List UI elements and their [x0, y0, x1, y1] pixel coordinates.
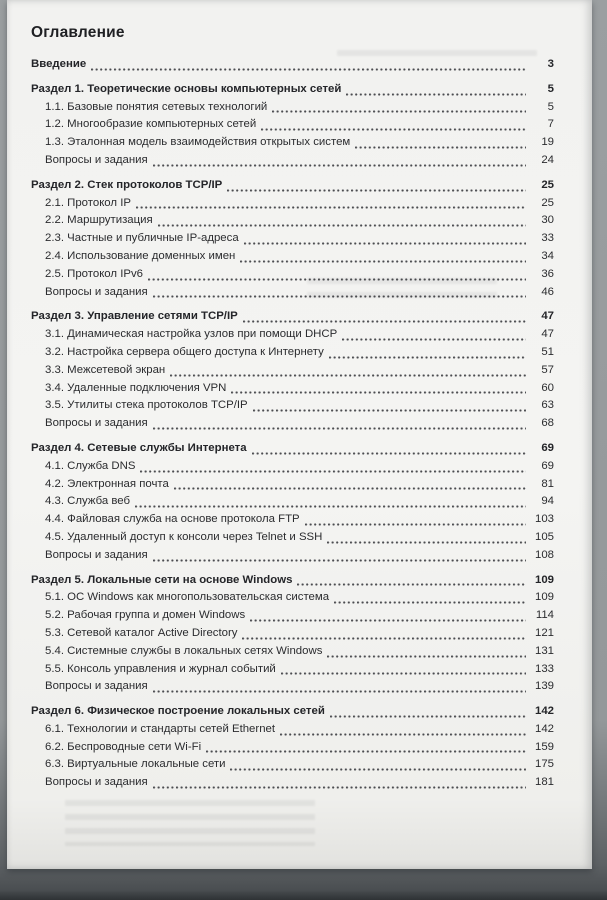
toc-entry — [31, 661, 554, 679]
toc — [31, 56, 554, 792]
toc-dot-leader — [153, 690, 526, 693]
toc-dot-leader — [170, 374, 526, 377]
toc-entry — [31, 380, 554, 398]
toc-entry-label: Введение — [31, 58, 87, 70]
toc-dot-leader — [231, 391, 526, 394]
toc-entry-page: 181 — [534, 776, 554, 789]
toc-entry-label: Вопросы и задания — [45, 548, 148, 561]
toc-entry — [31, 589, 554, 607]
toc-entry-page: 36 — [541, 267, 554, 280]
toc-entry — [31, 362, 554, 380]
toc-dot-leader — [280, 733, 526, 736]
toc-entry-label: 2.4. Использование доменных имен — [45, 249, 236, 262]
toc-entry-label: 2.3. Частные и публичные IP-адреса — [45, 232, 239, 245]
toc-entry-page: 94 — [541, 495, 554, 508]
toc-entry-label: 3.1. Динамическая настройка узлов при помощи DHCP — [45, 328, 338, 341]
toc-entry — [31, 248, 554, 266]
toc-group — [31, 572, 554, 697]
toc-entry-page: 108 — [534, 548, 554, 561]
toc-entry-label: Вопросы и задания — [45, 680, 148, 693]
toc-dot-leader — [153, 559, 526, 562]
toc-entry — [31, 756, 554, 774]
toc-entry-label: Вопросы и задания — [45, 285, 148, 298]
toc-dot-leader — [230, 768, 526, 771]
toc-entry-page: 57 — [541, 363, 554, 376]
toc-entry — [31, 81, 554, 99]
toc-dot-leader — [135, 505, 526, 508]
toc-entry — [31, 511, 554, 529]
toc-entry — [31, 643, 554, 661]
toc-entry — [31, 625, 554, 643]
toc-dot-leader — [153, 427, 526, 430]
toc-entry — [31, 493, 554, 511]
toc-entry-label: Раздел 4. Сетевые службы Интернета — [31, 441, 247, 454]
toc-entry-page: 159 — [534, 740, 554, 753]
toc-entry-label: 3.5. Утилиты стека протоколов TCP/IP — [45, 399, 248, 412]
toc-dot-leader — [281, 672, 526, 675]
toc-dot-leader — [140, 470, 526, 473]
toc-entry-label: 5.2. Рабочая группа и домен Windows — [45, 609, 246, 622]
toc-entry-page: 103 — [534, 513, 554, 526]
toc-entry — [31, 308, 554, 326]
toc-entry-label: Раздел 1. Теоретические основы компьютерных сетей — [31, 82, 342, 95]
toc-entry-page: 114 — [535, 609, 554, 622]
toc-entry-page: 109 — [534, 591, 554, 604]
toc-dot-leader — [153, 295, 526, 298]
toc-entry-page: 109 — [534, 573, 554, 586]
toc-entry-label: 4.3. Служба веб — [45, 495, 131, 508]
toc-entry-page: 46 — [541, 285, 554, 298]
toc-entry-label: 3.2. Настройка сервера общего доступа к Интернету — [45, 345, 324, 358]
toc-group — [31, 308, 554, 433]
toc-entry-page: 5 — [547, 82, 554, 95]
bleedthrough-text — [65, 800, 315, 846]
toc-entry-label: Раздел 5. Локальные сети на основе Windows — [31, 573, 293, 586]
toc-entry — [31, 529, 554, 547]
toc-entry-label: Вопросы и задания — [45, 776, 148, 789]
toc-dot-leader — [355, 146, 526, 149]
toc-entry-label: 2.2. Маршрутизация — [45, 214, 153, 227]
toc-dot-leader — [243, 320, 526, 323]
toc-entry-label: 3.3. Межсетевой экран — [45, 363, 166, 376]
toc-entry-label: 2.1. Протокол IP — [45, 196, 131, 209]
toc-entry-page: 60 — [541, 381, 554, 394]
toc-entry-label: 1.1. Базовые понятия сетевых технологий — [45, 100, 268, 113]
toc-entry — [31, 177, 554, 195]
toc-entry — [31, 739, 554, 757]
toc-entry-page: 105 — [534, 530, 554, 543]
toc-group — [31, 703, 554, 792]
toc-dot-leader — [153, 164, 526, 167]
toc-dot-leader — [261, 128, 526, 131]
toc-entry — [31, 703, 554, 721]
toc-entry-page: 142 — [534, 722, 554, 735]
toc-entry-label: 2.5. Протокол IPv6 — [45, 267, 143, 280]
toc-entry — [31, 547, 554, 565]
toc-entry-page: 47 — [541, 310, 554, 323]
toc-entry-page: 139 — [534, 680, 554, 693]
toc-entry — [31, 721, 554, 739]
toc-entry — [31, 152, 554, 170]
toc-entry-page: 19 — [541, 136, 554, 149]
toc-dot-leader — [240, 260, 526, 263]
scan-bottom-shadow — [0, 890, 607, 900]
toc-entry-label: 4.5. Удаленный доступ к консоли через Telnet и SSH — [45, 530, 323, 543]
toc-entry-label: 6.1. Технологии и стандарты сетей Ethernet — [45, 722, 276, 735]
toc-dot-leader — [330, 715, 526, 718]
toc-entry-page: 81 — [541, 477, 554, 490]
toc-entry-page: 3 — [547, 58, 554, 70]
toc-entry-label: 6.3. Виртуальные локальные сети — [45, 758, 226, 771]
toc-dot-leader — [297, 583, 526, 586]
toc-dot-leader — [327, 541, 526, 544]
toc-entry-page: 7 — [547, 118, 554, 131]
toc-dot-leader — [305, 523, 526, 526]
toc-entry-label: 1.3. Эталонная модель взаимодействия открытых систем — [45, 136, 351, 149]
toc-entry-page: 131 — [534, 644, 554, 657]
toc-entry-label: Вопросы и задания — [45, 417, 148, 430]
toc-group — [31, 440, 554, 565]
page-title: Оглавление — [31, 24, 125, 41]
toc-entry-page: 69 — [541, 441, 554, 454]
toc-dot-leader — [206, 750, 526, 753]
toc-entry — [31, 230, 554, 248]
toc-entry — [31, 344, 554, 362]
toc-entry-page: 24 — [541, 153, 554, 166]
toc-dot-leader — [148, 278, 526, 281]
toc-entry — [31, 607, 554, 625]
toc-entry — [31, 212, 554, 230]
toc-entry — [31, 572, 554, 590]
toc-entry — [31, 774, 554, 792]
toc-dot-leader — [91, 68, 526, 71]
toc-entry — [31, 266, 554, 284]
toc-dot-leader — [158, 224, 526, 227]
toc-entry — [31, 397, 554, 415]
toc-entry-label: 5.4. Системные службы в локальных сетях Windows — [45, 644, 323, 657]
toc-entry-page: 133 — [534, 662, 554, 675]
toc-dot-leader — [272, 110, 526, 113]
toc-entry-label: 4.1. Служба DNS — [45, 459, 136, 472]
toc-entry-page: 121 — [534, 626, 554, 639]
toc-entry-label: 4.2. Электронная почта — [45, 477, 169, 490]
toc-entry-label: 5.1. ОС Windows как многопользовательская система — [45, 591, 330, 604]
toc-dot-leader — [252, 452, 526, 455]
toc-entry-page: 5 — [547, 100, 554, 113]
toc-entry-label: 1.2. Многообразие компьютерных сетей — [45, 118, 257, 131]
toc-entry — [31, 326, 554, 344]
toc-entry-page: 25 — [541, 196, 554, 209]
toc-entry — [31, 415, 554, 433]
toc-entry — [31, 458, 554, 476]
toc-dot-leader — [250, 619, 526, 622]
scanned-book-page — [7, 0, 592, 869]
toc-group — [31, 81, 554, 170]
toc-dot-leader — [136, 206, 526, 209]
toc-dot-leader — [174, 487, 526, 490]
toc-entry — [31, 56, 554, 74]
toc-entry — [31, 678, 554, 696]
toc-entry-page: 63 — [541, 399, 554, 412]
toc-dot-leader — [342, 338, 526, 341]
toc-entry-page: 33 — [541, 232, 554, 245]
toc-entry — [31, 284, 554, 302]
toc-entry-label: 5.5. Консоль управления и журнал событий — [45, 662, 276, 675]
toc-dot-leader — [327, 655, 526, 658]
toc-entry-page: 47 — [541, 328, 554, 341]
toc-entry-page: 34 — [541, 249, 554, 262]
toc-entry — [31, 116, 554, 134]
toc-entry-page: 51 — [541, 345, 554, 358]
toc-entry-label: Раздел 3. Управление сетями TCP/IP — [31, 310, 238, 323]
toc-group — [31, 177, 554, 302]
toc-entry-label: Раздел 6. Физическое построение локальных сетей — [31, 705, 325, 718]
toc-entry-page: 175 — [534, 758, 554, 771]
toc-entry — [31, 99, 554, 117]
toc-entry-page: 68 — [541, 417, 554, 430]
toc-dot-leader — [242, 637, 526, 640]
toc-dot-leader — [227, 189, 526, 192]
toc-dot-leader — [244, 242, 526, 245]
toc-dot-leader — [253, 409, 526, 412]
toc-entry-label: Раздел 2. Стек протоколов TCP/IP — [31, 178, 223, 191]
toc-dot-leader — [334, 601, 526, 604]
toc-dot-leader — [329, 356, 526, 359]
toc-entry-page: 30 — [541, 214, 554, 227]
toc-entry-page: 69 — [541, 459, 554, 472]
toc-entry-label: 5.3. Сетевой каталог Active Directory — [45, 626, 238, 639]
toc-entry-page: 142 — [534, 705, 554, 718]
toc-entry-label: 4.4. Файловая служба на основе протокола FTP — [45, 513, 300, 526]
toc-entry — [31, 134, 554, 152]
toc-entry-label: Вопросы и задания — [45, 153, 148, 166]
toc-entry-label: 3.4. Удаленные подключения VPN — [45, 381, 227, 394]
toc-entry-page: 25 — [541, 178, 554, 191]
toc-entry-label: 6.2. Беспроводные сети Wi-Fi — [45, 740, 202, 753]
toc-entry — [31, 476, 554, 494]
toc-entry — [31, 195, 554, 213]
toc-entry — [31, 440, 554, 458]
toc-dot-leader — [153, 786, 526, 789]
toc-dot-leader — [346, 93, 526, 96]
toc-group — [31, 56, 554, 74]
